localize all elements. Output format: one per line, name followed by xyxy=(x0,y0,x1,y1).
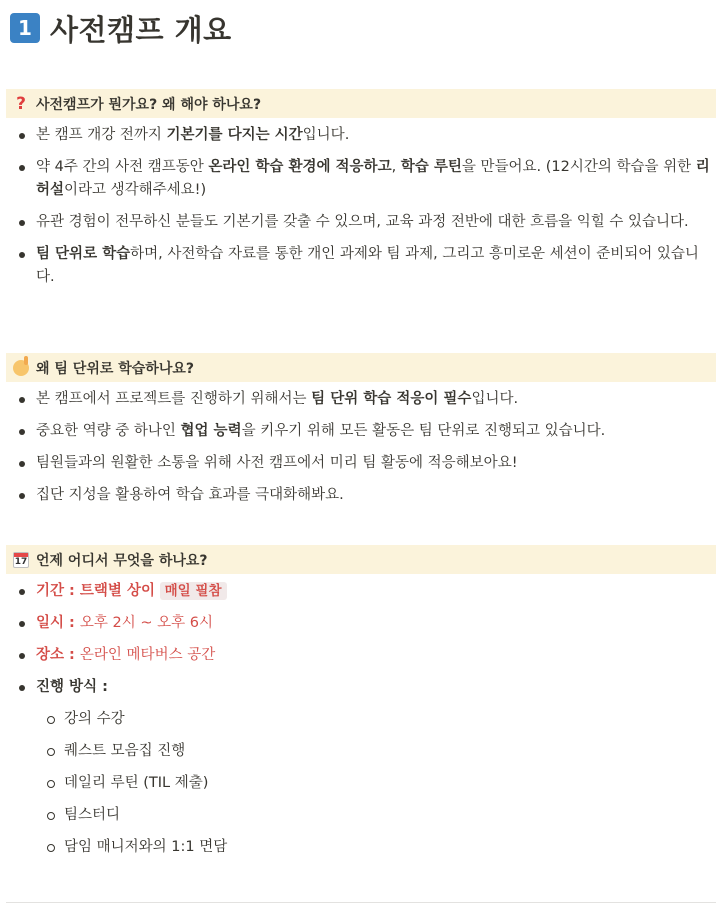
text-span: 중요한 역량 중 하나인 xyxy=(36,423,181,439)
section-list-when-where xyxy=(16,580,716,708)
list-item xyxy=(16,156,716,202)
section-heading-text: 사전캠프가 뭔가요? 왜 해야 하나요? xyxy=(36,96,262,113)
text-span: 입니다. xyxy=(471,391,519,407)
text-span: , xyxy=(391,159,401,175)
bold-text: 온라인 학습 환경에 적응하고 xyxy=(208,159,392,175)
text-span: 유관 경험이 전무하신 분들도 기본기를 갖출 수 있으며, 교육 과정 전반에 대한 흐름을 익힐 수 있습니다. xyxy=(36,214,689,230)
sub-list-item: 팀스터디 xyxy=(46,804,227,827)
text-span: 하며, 사전학습 자료를 통한 개인 과제와 팀 과제, 그리고 흥미로운 세션이 준비되어 있습니다. xyxy=(36,246,699,285)
text-span: 본 캠프에서 프로젝트를 진행하기 위해서는 xyxy=(36,391,312,407)
text-span: 을 만들어요. (12시간의 학습을 위한 xyxy=(461,159,696,175)
time-label: 일시 : xyxy=(36,615,80,631)
section-list-what xyxy=(16,124,716,298)
section-heading-text: 왜 팀 단위로 학습하나요? xyxy=(36,360,194,377)
list-item-time xyxy=(16,612,716,635)
list-item-period xyxy=(16,580,716,603)
method-sublist xyxy=(46,708,227,868)
list-item xyxy=(16,211,716,234)
question-mark-icon: ? xyxy=(16,93,26,114)
period-label: 기간 : xyxy=(36,583,80,599)
list-item-place xyxy=(16,644,716,667)
bold-text: 팀 단위 학습 적응이 필수 xyxy=(311,391,472,407)
text-span: 입니다. xyxy=(302,127,350,143)
bold-text: 리허설 xyxy=(36,159,710,198)
text-span: 팀원들과의 원활한 소통을 위해 사전 캠프에서 미리 팀 활동에 적응해보아요! xyxy=(36,455,518,471)
number-one-badge-icon: 1 xyxy=(10,13,40,43)
sub-list-item: 강의 수강 xyxy=(46,708,227,731)
method-label: 진행 방식 : xyxy=(36,679,108,695)
text-span: 본 캠프 개강 전까지 xyxy=(36,127,167,143)
section-heading-text: 언제 어디서 무엇을 하나요? xyxy=(36,552,208,569)
list-item xyxy=(16,484,716,507)
sub-list-item: 담임 매니저와의 1:1 면담 xyxy=(46,836,227,859)
list-item xyxy=(16,452,716,475)
text-span: 이라고 생각해주세요!) xyxy=(64,182,207,198)
section-list-why-team xyxy=(16,388,716,516)
section-heading-what xyxy=(6,89,716,118)
divider xyxy=(6,902,716,903)
bold-text: 기본기를 다지는 시간 xyxy=(166,127,303,143)
calendar-day: 17 xyxy=(13,552,29,568)
daily-required-tag: 매일 필참 xyxy=(160,582,227,600)
bold-text: 팀 단위로 학습 xyxy=(36,246,131,262)
list-item xyxy=(16,388,716,411)
page-title-text: 사전캠프 개요 xyxy=(50,12,232,47)
place-value: 온라인 메타버스 공간 xyxy=(79,647,216,663)
time-value: 오후 2시 ~ 오후 6시 xyxy=(79,615,213,631)
period-value: 트랙별 상이 xyxy=(79,583,156,599)
place-label: 장소 : xyxy=(36,647,80,663)
text-span: 집단 지성을 활용하여 학습 효과를 극대화해봐요. xyxy=(36,487,344,503)
section-heading-why-team xyxy=(6,353,716,382)
sub-list-item: 데일리 루틴 (TIL 제출) xyxy=(46,772,227,795)
bold-text: 학습 루틴 xyxy=(400,159,462,175)
list-item xyxy=(16,243,716,289)
page-title xyxy=(10,8,232,48)
section-heading-when-where xyxy=(6,545,716,574)
raising-hand-icon xyxy=(12,360,30,376)
list-item-method xyxy=(16,676,716,699)
bold-text: 협업 능력 xyxy=(180,423,242,439)
list-item xyxy=(16,124,716,147)
sub-list-item: 퀘스트 모음집 진행 xyxy=(46,740,227,763)
list-item xyxy=(16,420,716,443)
text-span: 약 4주 간의 사전 캠프동안 xyxy=(36,159,209,175)
text-span: 을 키우기 위해 모든 활동은 팀 단위로 진행되고 있습니다. xyxy=(241,423,606,439)
calendar-icon xyxy=(12,552,30,568)
